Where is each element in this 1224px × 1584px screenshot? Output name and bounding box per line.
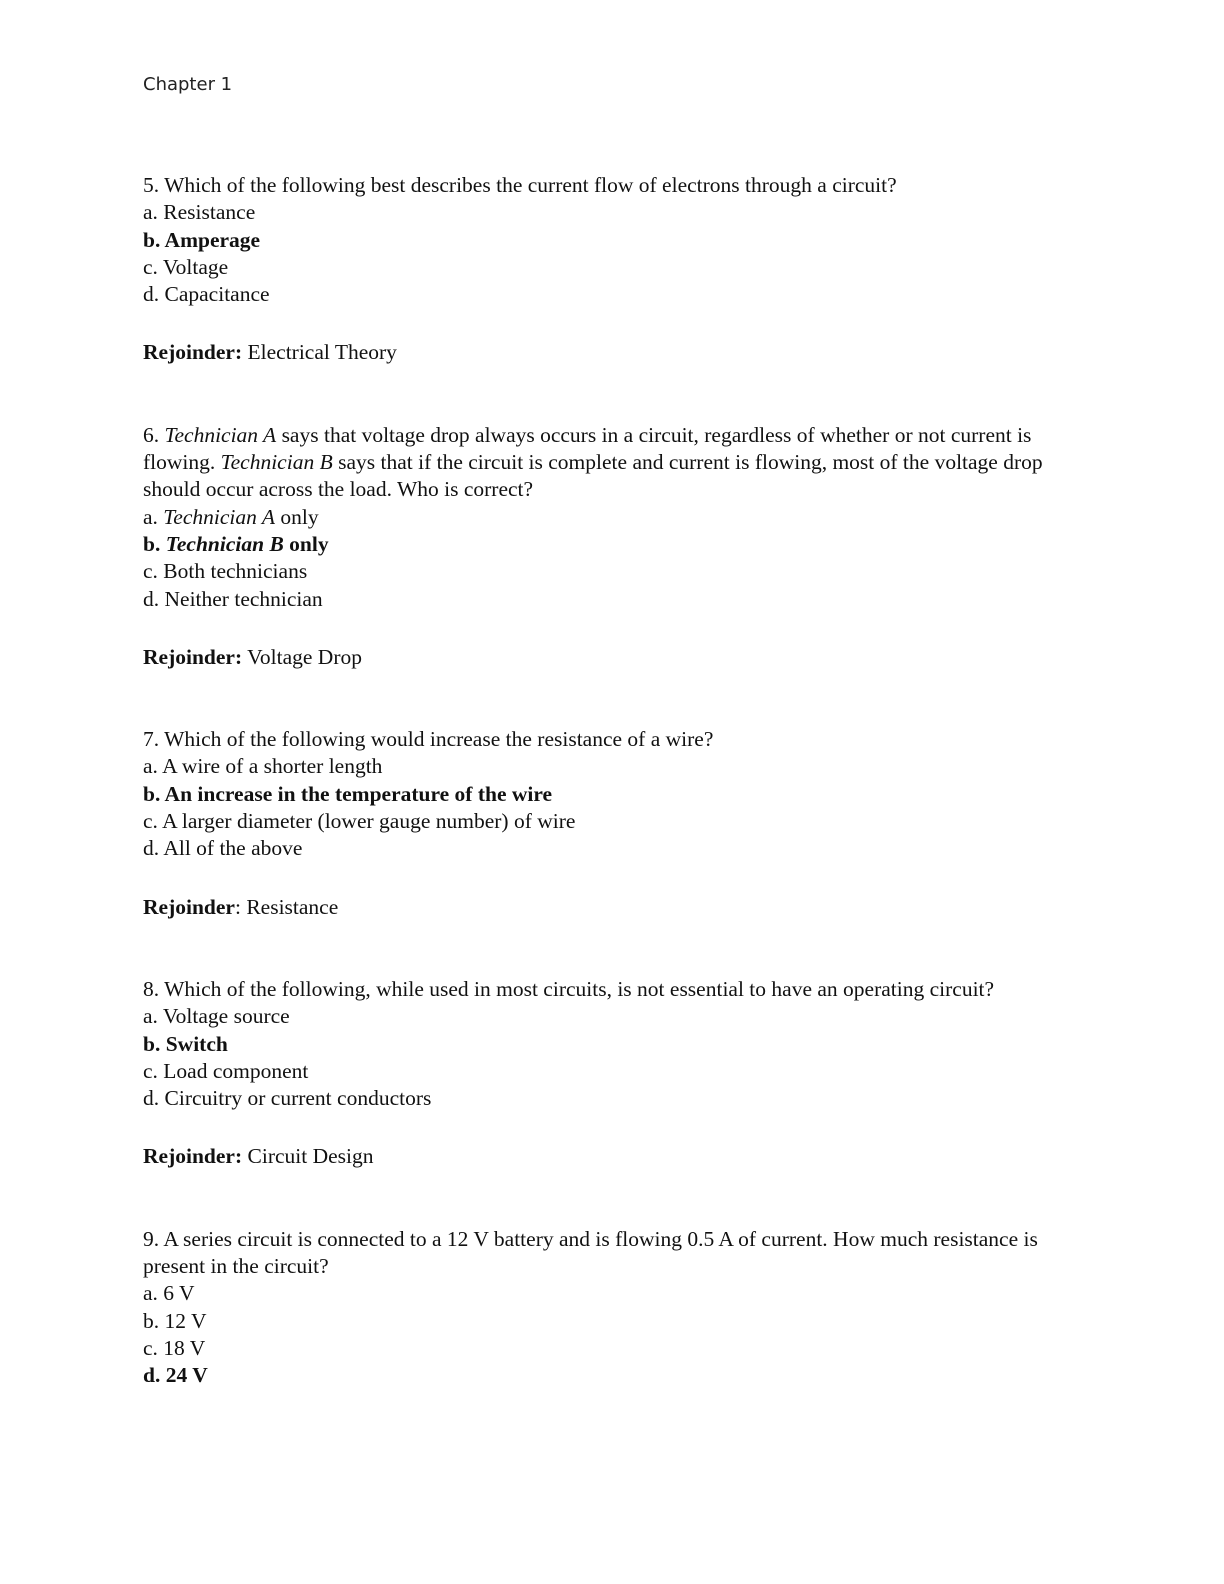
option-letter: c. bbox=[143, 559, 158, 584]
option-d bbox=[143, 1085, 1073, 1112]
option-italic: Technician B bbox=[165, 531, 284, 556]
option-letter: a. bbox=[143, 504, 158, 529]
option-d-correct bbox=[143, 1362, 1073, 1389]
option-letter: b. bbox=[143, 1308, 160, 1333]
rejoinder bbox=[143, 894, 1073, 921]
spacer bbox=[143, 671, 1073, 726]
option-letter: d. bbox=[143, 282, 160, 307]
option-text: Circuitry or current conductors bbox=[164, 1086, 432, 1111]
option-text: Switch bbox=[165, 1031, 228, 1056]
question-number: 6. bbox=[143, 422, 160, 447]
rejoinder-topic: Circuit Design bbox=[247, 1144, 374, 1169]
option-text: 24 V bbox=[165, 1363, 208, 1388]
option-letter: a. bbox=[143, 754, 158, 779]
question-prompt: Which of the following would increase the resistance of a wire? bbox=[164, 727, 714, 752]
option-text: Amperage bbox=[164, 227, 261, 252]
question-text bbox=[143, 172, 1073, 199]
question-number: 9. bbox=[143, 1226, 160, 1251]
option-c bbox=[143, 558, 1073, 585]
option-d bbox=[143, 835, 1073, 862]
option-letter: d. bbox=[143, 1363, 161, 1388]
option-a bbox=[143, 199, 1073, 226]
option-letter: b. bbox=[143, 1031, 161, 1056]
option-text: Capacitance bbox=[164, 282, 270, 307]
rejoinder-topic: Voltage Drop bbox=[247, 644, 362, 669]
option-text: Both technicians bbox=[163, 559, 308, 584]
option-tail: only bbox=[283, 531, 329, 556]
option-b-correct bbox=[143, 1031, 1073, 1058]
spacer bbox=[143, 921, 1073, 976]
option-letter: a. bbox=[143, 1281, 158, 1306]
option-text: Voltage bbox=[162, 254, 229, 279]
option-d bbox=[143, 586, 1073, 613]
question-list bbox=[143, 172, 1073, 1390]
option-a bbox=[143, 753, 1073, 780]
option-letter: b. bbox=[143, 781, 161, 806]
technician-b-ref: Technician B bbox=[220, 450, 333, 475]
option-text: Voltage source bbox=[162, 1004, 290, 1029]
rejoinder-label: Rejoinder: bbox=[143, 340, 243, 365]
question-text bbox=[143, 1226, 1073, 1281]
option-a bbox=[143, 504, 1073, 531]
question-text bbox=[143, 422, 1073, 504]
option-b-correct bbox=[143, 781, 1073, 808]
rejoinder-label: Rejoinder: bbox=[143, 1144, 243, 1169]
technician-a-ref: Technician A bbox=[164, 422, 277, 447]
question-7 bbox=[143, 726, 1073, 921]
option-text: 6 V bbox=[163, 1281, 195, 1306]
rejoinder bbox=[143, 339, 1073, 366]
question-prompt-part: says that voltage drop always occurs in a circuit, regardless of whether or not current is flowing. bbox=[143, 422, 1032, 475]
question-number: 7. bbox=[143, 727, 160, 752]
question-number: 8. bbox=[143, 976, 160, 1001]
question-8 bbox=[143, 976, 1073, 1171]
option-c bbox=[143, 1335, 1073, 1362]
question-prompt: Which of the following best describes the current flow of electrons through a circuit? bbox=[164, 173, 897, 197]
rejoinder-topic: Electrical Theory bbox=[247, 340, 397, 365]
option-letter: a. bbox=[143, 200, 158, 225]
rejoinder-label: Rejoinder: bbox=[143, 644, 243, 669]
option-letter: c. bbox=[143, 809, 158, 834]
question-prompt: Which of the following, while used in most circuits, is not essential to have an operating circuit? bbox=[164, 976, 995, 1001]
option-text: A wire of a shorter length bbox=[162, 754, 383, 779]
rejoinder-topic: Resistance bbox=[246, 894, 339, 919]
option-c bbox=[143, 808, 1073, 835]
option-letter: a. bbox=[143, 1004, 158, 1029]
question-5 bbox=[143, 172, 1073, 367]
question-text bbox=[143, 976, 1073, 1003]
rejoinder bbox=[143, 1143, 1073, 1170]
option-text: All of the above bbox=[163, 836, 303, 861]
option-tail: only bbox=[274, 504, 319, 529]
option-letter: b. bbox=[143, 531, 161, 556]
spacer bbox=[143, 1171, 1073, 1226]
option-text: 12 V bbox=[164, 1308, 207, 1333]
option-letter: c. bbox=[143, 1335, 158, 1360]
question-number: 5. bbox=[143, 173, 160, 197]
option-letter: d. bbox=[143, 1086, 160, 1111]
option-b bbox=[143, 1308, 1073, 1335]
option-text: Neither technician bbox=[164, 586, 323, 611]
question-prompt-part: says that if the circuit is complete and current is flowing, most of the voltage drop should occur across the load. Who is correct? bbox=[143, 450, 1043, 502]
question-6 bbox=[143, 422, 1073, 671]
option-text: An increase in the temperature of the wire bbox=[164, 781, 553, 806]
option-a bbox=[143, 1003, 1073, 1030]
rejoinder-separator: : bbox=[234, 894, 241, 919]
option-letter: c. bbox=[143, 254, 158, 279]
option-italic: Technician A bbox=[163, 504, 275, 529]
rejoinder bbox=[143, 644, 1073, 671]
option-letter: d. bbox=[143, 836, 160, 861]
rejoinder-label: Rejoinder bbox=[143, 894, 235, 919]
option-letter: c. bbox=[143, 1058, 158, 1083]
option-text: A larger diameter (lower gauge number) of wire bbox=[162, 809, 576, 834]
option-a bbox=[143, 1280, 1073, 1307]
option-b-correct bbox=[143, 531, 1073, 558]
option-c bbox=[143, 1058, 1073, 1085]
spacer bbox=[143, 367, 1073, 422]
option-text: Load component bbox=[163, 1058, 309, 1083]
option-c bbox=[143, 254, 1073, 281]
option-text: Resistance bbox=[163, 200, 256, 225]
question-9 bbox=[143, 1226, 1073, 1390]
question-prompt: A series circuit is connected to a 12 V battery and is flowing 0.5 A of current. How much resistance is present in the circuit? bbox=[143, 1226, 1038, 1279]
option-d bbox=[143, 281, 1073, 308]
option-b-correct bbox=[143, 227, 1073, 254]
option-text: 18 V bbox=[163, 1335, 206, 1360]
question-text bbox=[143, 726, 1073, 753]
option-letter: d. bbox=[143, 586, 160, 611]
option-letter: b. bbox=[143, 227, 161, 252]
chapter-header: Chapter 1 bbox=[143, 74, 233, 95]
